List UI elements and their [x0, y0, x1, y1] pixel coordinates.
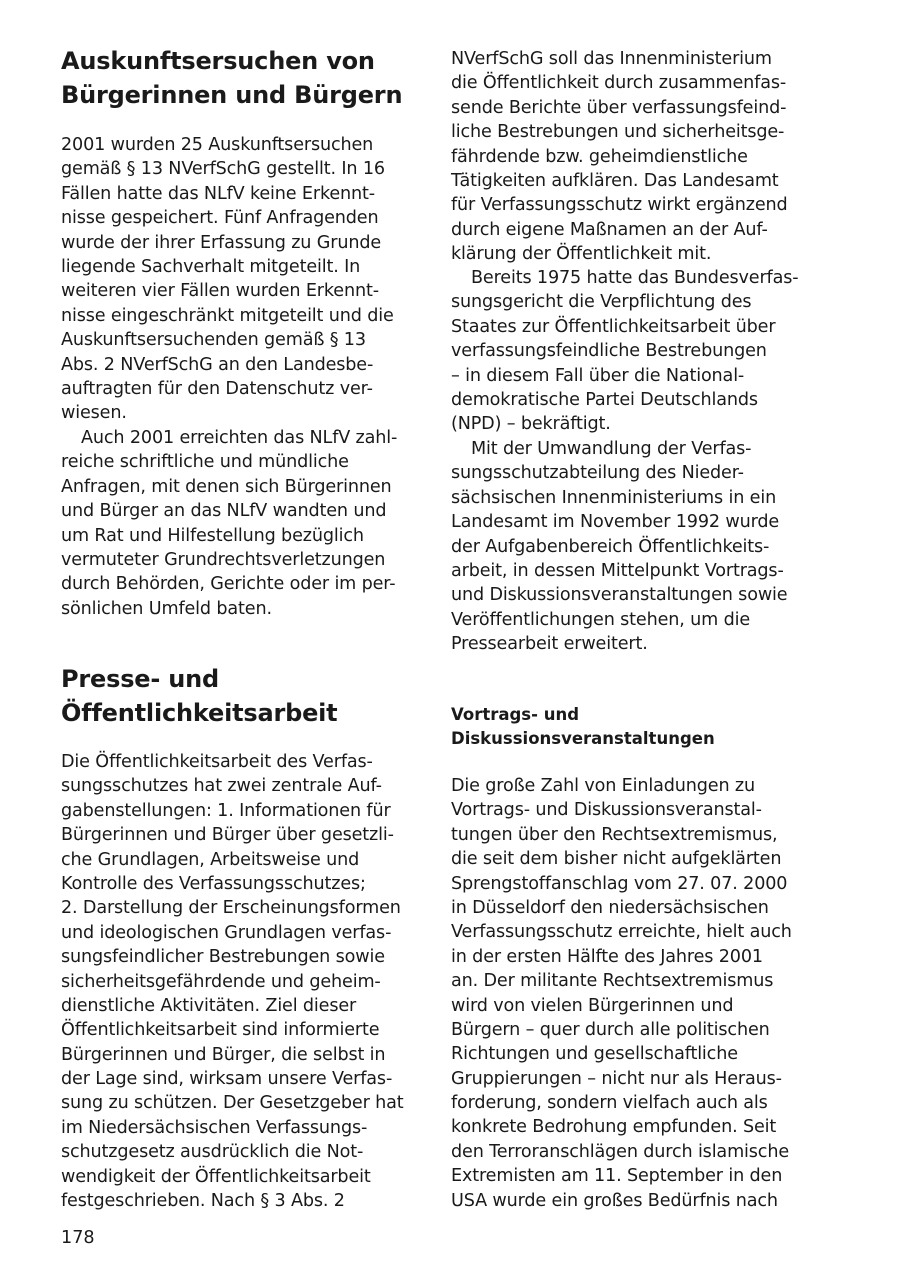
text-line: um Rat und Hilfestellung bezüglich — [61, 525, 364, 546]
text-line: Extremisten am 11. September in den — [451, 1166, 783, 1187]
text-line: tungen über den Rechtsextremismus, — [451, 824, 778, 845]
text-line: Vortrags- und Diskussionsveranstal- — [451, 800, 762, 821]
subheading-vortrags-diskussion — [451, 703, 715, 751]
paragraph-continuation — [451, 47, 803, 267]
text-line: Auskunftsersuchenden gemäß § 13 — [61, 330, 366, 351]
text-line: und Diskussionsveranstaltungen sowie — [451, 585, 788, 606]
paragraph-auskunft-1 — [61, 133, 413, 426]
text-line: Bürgerinnen und Bürger, die selbst in — [61, 1044, 386, 1065]
text-line: auftragten für den Datenschutz ver- — [61, 378, 373, 399]
text-line: sende Berichte über verfassungsfeind- — [451, 97, 787, 118]
text-line: Staates zur Öffentlichkeitsarbeit über — [451, 316, 776, 337]
heading-line: Diskussionsveranstaltungen — [451, 729, 715, 748]
text-line: Richtungen und gesellschaftliche — [451, 1044, 738, 1065]
text-line: Gruppierungen – nicht nur als Heraus- — [451, 1068, 782, 1089]
text-line: Auch 2001 erreichten das NLfV zahl- — [81, 428, 398, 448]
text-line: arbeit, in dessen Mittelpunkt Vortrags- — [451, 560, 784, 581]
text-line: sungsfeindlicher Bestrebungen sowie — [61, 947, 385, 968]
paragraph-bundesverfassungsgericht — [451, 266, 803, 437]
text-line: 2001 wurden 25 Auskunftsersuchen — [61, 135, 374, 155]
text-line: konkrete Bedrohung empfunden. Seit — [451, 1117, 777, 1138]
text-line: Bürgern – quer durch alle politischen — [451, 1019, 770, 1040]
text-line: klärung der Öffentlichkeit mit. — [451, 244, 712, 265]
text-line: der Aufgabenbereich Öffentlichkeits- — [451, 536, 770, 557]
paragraph-presse-1 — [61, 750, 413, 1213]
text-line: für Verfassungsschutz wirkt ergänzend — [451, 195, 788, 216]
text-line: und Bürger an das NLfV wandten und — [61, 501, 387, 522]
heading-line: Öffentlichkeitsarbeit — [61, 699, 338, 727]
heading-line: Vortrags- und — [451, 705, 580, 724]
text-line: Tätigkeiten aufklären. Das Landesamt — [451, 170, 779, 191]
text-line: – in diesem Fall über die National- — [451, 365, 745, 386]
text-line: Sprengstoffanschlag vom 27. 07. 2000 — [451, 873, 788, 894]
text-line: Veröffentlichungen stehen, um die — [451, 609, 751, 630]
text-line: wiesen. — [61, 403, 127, 424]
text-line: schutzgesetz ausdrücklich die Not- — [61, 1142, 364, 1163]
heading-auskunftsersuchen — [61, 44, 402, 112]
text-line: durch eigene Maßnamen an der Auf- — [451, 219, 768, 240]
text-line: in der ersten Hälfte des Jahres 2001 — [451, 946, 763, 967]
text-line: (NPD) – bekräftigt. — [451, 414, 611, 435]
heading-line: Auskunftsersuchen von — [61, 47, 375, 75]
text-line: weiteren vier Fällen wurden Erkennt- — [61, 281, 379, 302]
heading-line: Bürgerinnen und Bürgern — [61, 81, 403, 109]
text-line: der Lage sind, wirksam unsere Verfas- — [61, 1069, 393, 1090]
text-line: gabenstellungen: 1. Informationen für — [61, 800, 391, 821]
text-line: Die Öffentlichkeitsarbeit des Verfas- — [61, 752, 373, 772]
text-line: reiche schriftliche und mündliche — [61, 452, 349, 473]
text-line: Kontrolle des Verfassungsschutzes; — [61, 873, 366, 894]
text-line: im Niedersächsischen Verfassungs- — [61, 1117, 368, 1138]
text-line: demokratische Partei Deutschlands — [451, 389, 758, 410]
text-line: wird von vielen Bürgerinnen und — [451, 995, 734, 1016]
paragraph-umwandlung — [451, 437, 803, 657]
text-line: USA wurde ein großes Bedürfnis nach — [451, 1190, 778, 1211]
text-line: festgeschrieben. Nach § 3 Abs. 2 — [61, 1191, 345, 1212]
text-line: verfassungsfeindliche Bestrebungen — [451, 341, 767, 362]
text-line: wendigkeit der Öffentlichkeitsarbeit — [61, 1166, 371, 1187]
text-line: Landesamt im November 1992 wurde — [451, 512, 780, 533]
text-line: Mit der Umwandlung der Verfas- — [471, 439, 752, 459]
text-line: gemäß § 13 NVerfSchG gestellt. In 16 — [61, 159, 385, 180]
text-line: die seit dem bisher nicht aufgeklärten — [451, 849, 782, 870]
text-line: Bürgerinnen und Bürger über gesetzli- — [61, 825, 394, 846]
text-line: Anfragen, mit denen sich Bürgerinnen — [61, 476, 392, 497]
text-line: wurde der ihrer Erfassung zu Grunde — [61, 232, 382, 253]
text-line: den Terroranschlägen durch islamische — [451, 1141, 790, 1162]
text-line: sung zu schützen. Der Gesetzgeber hat — [61, 1093, 404, 1114]
text-line: Fällen hatte das NLfV keine Erkennt- — [61, 183, 375, 204]
paragraph-auskunft-2 — [61, 426, 413, 621]
text-line: Abs. 2 NVerfSchG an den Landesbe- — [61, 354, 374, 375]
text-line: sungsgericht die Verpflichtung des — [451, 292, 752, 313]
text-line: che Grundlagen, Arbeitsweise und — [61, 849, 360, 870]
text-line: Öffentlichkeitsarbeit sind informierte — [61, 1020, 380, 1041]
text-line: und ideologischen Grundlagen verfas- — [61, 922, 392, 943]
text-line: forderung, sondern vielfach auch als — [451, 1093, 768, 1114]
text-line: NVerfSchG soll das Innenministerium — [451, 49, 772, 69]
text-line: sächsischen Innenministeriums in ein — [451, 487, 777, 508]
text-line: nisse gespeichert. Fünf Anfragenden — [61, 208, 379, 229]
text-line: liche Bestrebungen und sicherheitsge- — [451, 122, 785, 143]
text-line: liegende Sachverhalt mitgeteilt. In — [61, 256, 361, 277]
text-line: vermuteter Grundrechtsverletzungen — [61, 549, 386, 570]
text-line: Verfassungsschutz erreichte, hielt auch — [451, 922, 792, 943]
text-line: 2. Darstellung der Erscheinungsformen — [61, 898, 401, 919]
text-line: die Öffentlichkeit durch zusammenfas- — [451, 73, 787, 94]
heading-line: Presse- und — [61, 665, 220, 693]
page-number: 178 — [61, 1228, 95, 1248]
text-line: nisse eingeschränkt mitgeteilt und die — [61, 305, 394, 326]
text-line: Pressearbeit erweitert. — [451, 634, 648, 655]
text-line: durch Behörden, Gerichte oder im per- — [61, 574, 396, 595]
text-line: Die große Zahl von Einladungen zu — [451, 776, 755, 796]
text-line: sicherheitsgefährdende und geheim- — [61, 971, 381, 992]
text-line: sungsschutzes hat zwei zentrale Auf- — [61, 776, 382, 797]
text-line: an. Der militante Rechtsextremismus — [451, 971, 774, 992]
heading-presse-oeffentlichkeitsarbeit — [61, 662, 337, 730]
text-line: in Düsseldorf den niedersächsischen — [451, 897, 769, 918]
text-line: Bereits 1975 hatte das Bundesverfas- — [471, 268, 799, 288]
text-line: fährdende bzw. geheimdienstliche — [451, 146, 748, 167]
text-line: dienstliche Aktivitäten. Ziel dieser — [61, 995, 357, 1016]
text-line: sungsschutzabteilung des Nieder- — [451, 463, 744, 484]
text-line: sönlichen Umfeld baten. — [61, 598, 272, 619]
paragraph-vortrags — [451, 774, 803, 1213]
